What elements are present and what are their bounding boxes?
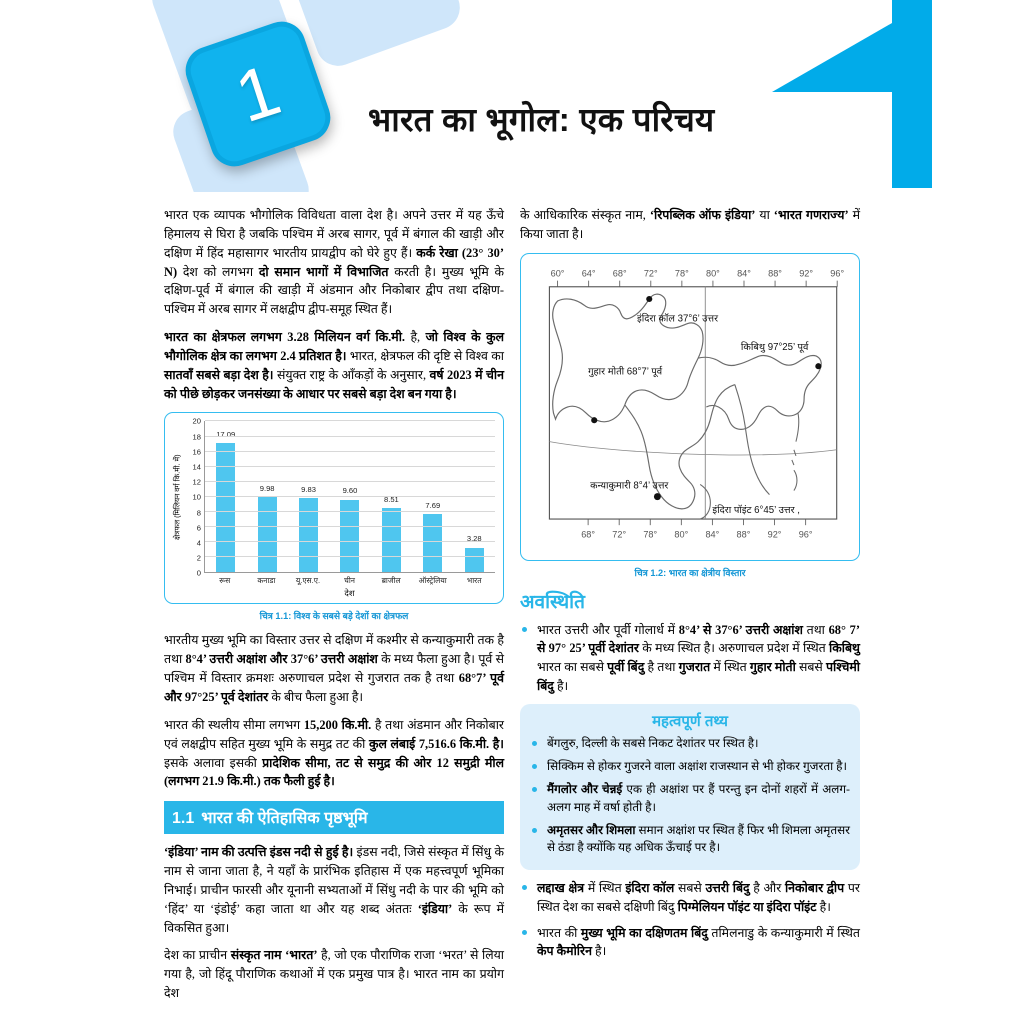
- map-bottom-tick-labels: [581, 519, 813, 539]
- paragraph-bharat-name: देश का प्राचीन संस्कृत नाम ‘भारत’ है, जो एक पौराणिक राजा ‘भरत’ से लिया गया है, जो हिंदू पौराणिक कथाओं में एक प्रमुख पात्र है। भारत नाम का प्रयोग देश: [164, 948, 504, 1001]
- map-bottom-tick: 68°: [581, 529, 596, 540]
- chart-gridline: [205, 541, 495, 542]
- additional-points-list: [520, 879, 860, 960]
- additional-point-bullet: भारत की मुख्य भूमि का दक्षिणतम बिंदु तमिलनाडु के कन्याकुमारी में स्थित केप कैमोरिन है।: [520, 924, 860, 961]
- chart-bar-value: 9.83: [301, 484, 316, 494]
- chart-y-axis: [184, 416, 204, 578]
- chart-bar-group: [412, 421, 453, 572]
- map-point-guhar-moti: [591, 417, 597, 423]
- location-bullet-list: [520, 621, 860, 695]
- page-header: [0, 0, 1024, 192]
- chart-bar-value: 9.60: [342, 486, 358, 496]
- chart-y-tick: 4: [196, 538, 201, 548]
- chapter-number: 1: [226, 49, 290, 139]
- chart-bar-value: 17.09: [216, 429, 236, 439]
- chart-gridline: [205, 420, 495, 421]
- chart-gridline: [205, 496, 495, 497]
- chart-bar-group: [371, 421, 412, 572]
- map-point-indira-col: [646, 296, 652, 302]
- page-title: भारत का भूगोल: एक परिचय: [368, 101, 715, 138]
- map-bottom-tick: 88°: [736, 529, 751, 540]
- chart-plot-area: [204, 421, 495, 573]
- chart-bar-group: [454, 421, 495, 572]
- map-bottom-tick: 78°: [643, 529, 658, 540]
- map-top-tick: 80°: [705, 268, 720, 279]
- figure-1-1-text: विश्व के सबसे बड़े देशों का क्षेत्रफल: [291, 611, 409, 622]
- map-tropic-line: [549, 441, 836, 454]
- map-place-label: कन्याकुमारी 8°4’ उत्तर: [590, 480, 669, 492]
- map-point-kibithu: [815, 363, 821, 369]
- chart-y-tick: 12: [192, 477, 201, 487]
- paragraph-area: भारत का क्षेत्रफल लगभग 3.28 मिलियन वर्ग कि.मी. है, जो विश्व के कुल भौगोलिक क्षेत्र का लगभग 2.4 प्रतिशत है। भारत, क्षेत्रफल की दृष्टि से विश्व का सातवाँ सबसे बड़ा देश है। संयुक्त राष्ट्र के आँकड़ों के अनुसार, वर्ष 2023 में चीन को पीछे छोड़कर जनसंख्या के आधार पर सबसे बड़ा देश बन गया है।: [164, 330, 504, 401]
- map-top-tick: 72°: [643, 268, 658, 279]
- location-bullet: भारत उत्तरी और पूर्वी गोलार्ध में 8°4’ से 37°6’ उत्तरी अक्षांश तथा 68° 7’ से 97° 25’ पूर्वी देशांतर के मध्य स्थित है। अरुणाचल प्रदेश में स्थित किबिथु भारत का सबसे पूर्वी बिंदु है तथा गुजरात में स्थित गुहार मोती सबसे पश्चिमी बिंदु है।: [520, 621, 860, 695]
- paragraph-india-name: ‘इंडिया’ नाम की उत्पत्ति इंडस नदी से हुई है। इंडस नदी, जिसे संस्कृत में सिंधु के नाम से जाना जाता है, ने यहाँ के प्रारंभिक इतिहास में एक महत्त्वपूर्ण भूमिका निभाई। प्राचीन फारसी और यूनानी सभ्यताओं में सिंधु नदी के पार की भूमि को ‘हिंद’ या ‘इंडोई’ कहा जाता था और यह शब्द अंततः ‘इंडिया’ के रूप में विकसित हुआ।: [164, 845, 504, 935]
- map-top-tick: 84°: [737, 268, 751, 279]
- map-bottom-tick: 84°: [705, 529, 720, 540]
- chart-bar-value: 3.28: [466, 534, 482, 544]
- chart-bar-value: 7.69: [425, 500, 441, 510]
- chart-y-tick: 14: [192, 462, 201, 472]
- fact-bullet: मैंगलोर और चेन्नई एक ही अक्षांश पर हैं परन्तु इन दोनों शहरों में अलग-अलग माह में वर्षा होती है।: [530, 781, 850, 817]
- left-column: [164, 206, 504, 1012]
- chart-x-tick: कनाडा: [257, 576, 276, 586]
- fact-bullet: सिक्किम से होकर गुजरने वाला अक्षांश राजस्थान से भी होकर गुजरता है।: [530, 758, 850, 776]
- chart-bar-group: [329, 421, 370, 572]
- important-facts-title: महत्वपूर्ण तथ्य: [652, 713, 728, 731]
- chart-bar-value: 9.98: [259, 483, 275, 493]
- paragraph-intro: भारत एक व्यापक भौगोलिक विविधता वाला देश है। अपने उत्तर में यह ऊँचे हिमालय से घिरा है जबकि पश्चिम में अरब सागर, पूर्व में बंगाल की खाड़ी और दक्षिण में हिंद महासागर भारतीय प्रायद्वीप को घेरे हुए हैं। कर्क रेखा (23° 30’ N) देश को लगभग दो समान भागों में विभाजित करती है। मुख्य भूमि के दक्षिण-पूर्व में बंगाल की खाड़ी में अंडमान और निकोबार द्वीप तथा दक्षिण-पश्चिम में अरब सागर में लक्षद्वीप द्वीप-समूह स्थित हैं।: [164, 208, 504, 317]
- map-top-tick: 60°: [550, 268, 565, 279]
- chart-bar-value: 8.51: [384, 494, 399, 504]
- chart-bars: [205, 421, 495, 572]
- chart-x-tick-labels: [204, 573, 495, 586]
- chart-x-axis-title: देश: [344, 588, 355, 599]
- paragraph-boundary: भारत की स्थलीय सीमा लगभग 15,200 कि.मी. है तथा अंडमान और निकोबार एवं लक्षद्वीप सहित मुख्य भूमि के समुद्र तट की कुल लंबाई 7,516.6 कि.मी. है। इसके अलावा इसकी प्रादेशिक सीमा, तट से समुद्र की ओर 12 समुद्री मील (लगभग 21.9 कि.मी.) तक फैली हुई है।: [164, 717, 504, 789]
- map-andaman-nicobar-outline: [792, 413, 799, 490]
- fact-bullet: बेंगलुरु, दिल्ली के सबसे निकट देशांतर पर स्थित है।: [530, 735, 850, 753]
- chart-x-tick: ब्राजील: [381, 576, 401, 586]
- map-top-tick: 92°: [799, 268, 814, 279]
- chart-gridline: [205, 451, 495, 452]
- chart-x-tick: यू.एस.ए.: [295, 576, 321, 586]
- chart-x-tick: रूस: [219, 576, 231, 586]
- map-place-label: गुहार मोती 68°7’ पूर्व: [588, 366, 663, 378]
- chart-y-axis-title: क्षेत्रफल (मिलियन वर्ग कि.मी. में): [172, 454, 182, 541]
- chart-gridline: [205, 556, 495, 557]
- section-heading-1-1: [164, 801, 504, 834]
- chart-bar-group: [205, 421, 246, 572]
- map-top-tick-labels: [551, 268, 845, 286]
- chart-y-tick: 0: [196, 568, 201, 578]
- map-labels: [588, 312, 809, 516]
- map-northeast-outline: [698, 355, 821, 429]
- chart-y-tick: 20: [192, 416, 201, 426]
- section-title: भारत की ऐतिहासिक पृष्ठभूमि: [201, 810, 368, 828]
- map-top-tick: 78°: [674, 268, 689, 279]
- heading-location: अवस्थिति: [520, 591, 585, 613]
- chart-y-tick: 10: [192, 492, 201, 502]
- chart-y-tick: 18: [192, 432, 201, 442]
- chart-gridline: [205, 436, 495, 437]
- chart-y-tick: 6: [196, 523, 201, 533]
- map-point-kanyakumari: [654, 493, 661, 500]
- chart-gridline: [205, 511, 495, 512]
- chart-area: [171, 416, 495, 578]
- map-place-label: इंदिरा कॉल 37°6’ उत्तर: [637, 313, 719, 325]
- right-column: [520, 206, 860, 968]
- paragraph-extent: भारतीय मुख्य भूमि का विस्तार उत्तर से दक्षिण में कश्मीर से कन्याकुमारी तक है तथा 8°4’ उत्तरी अक्षांश और 37°6’ उत्तरी अक्षांश के मध्य फैला हुआ है। पूर्व से पश्चिम में विस्तार क्रमशः अरुणाचल प्रदेश से गुजरात तक है तथा 68°7’ पूर्व और 97°25’ पूर्व देशांतर के बीच फैला हुआ है।: [164, 633, 504, 704]
- map-bottom-tick: 80°: [674, 529, 689, 540]
- map-top-tick: 68°: [612, 268, 627, 279]
- chart-bar: [423, 514, 442, 572]
- chart-bar: [216, 443, 235, 572]
- figure-1-2-text: भारत का क्षेत्रीय विस्तार: [666, 567, 746, 578]
- map-top-tick: 88°: [768, 268, 782, 279]
- important-facts-list: [530, 735, 850, 857]
- chart-gridline: [205, 526, 495, 527]
- figure-1-2-label: चित्र 1.2:: [634, 567, 667, 578]
- chart-bar-group: [246, 421, 287, 572]
- figure-1-1-label: चित्र 1.1:: [259, 611, 292, 622]
- paragraph-official-name: के आधिकारिक संस्कृत नाम, ‘रिपब्लिक ऑफ इंडिया’ या ‘भारत गणराज्य’ में किया जाता है।: [520, 208, 860, 241]
- figure-bar-chart: [164, 412, 504, 604]
- chart-gridline: [205, 481, 495, 482]
- chart-y-tick: 16: [192, 447, 201, 457]
- chart-x-tick: ऑस्ट्रेलिया: [418, 576, 447, 586]
- chart-y-tick: 2: [196, 553, 201, 563]
- chart-y-tick: 8: [196, 508, 201, 518]
- figure-1-1-caption: [164, 609, 504, 622]
- chart-x-tick: भारत: [466, 576, 482, 586]
- figure-1-2-caption: [520, 566, 860, 579]
- figure-india-map: [520, 253, 860, 561]
- chart-x-tick: चीन: [344, 576, 356, 586]
- additional-point-bullet: लद्दाख क्षेत्र में स्थित इंदिरा कॉल सबसे उत्तरी बिंदु है और निकोबार द्वीप पर स्थित देश का सबसे दक्षिणी बिंदु पिग्मेलियन पॉइंट या इंदिरा पॉइंट है।: [520, 879, 860, 916]
- map-top-tick: 64°: [581, 268, 596, 279]
- chart-gridline: [205, 466, 495, 467]
- chart-bar: [258, 497, 277, 572]
- chart-bar: [299, 498, 318, 572]
- fact-bullet: अमृतसर और शिमला समान अक्षांश पर स्थित हैं फिर भी शिमला अमृतसर से ठंडा है क्योंकि यह अधिक ऊँचाई पर है।: [530, 822, 850, 858]
- map-place-label: किबिथु 97°25’ पूर्व: [740, 341, 809, 353]
- map-top-tick: 96°: [830, 268, 845, 279]
- india-map-svg: [527, 260, 853, 556]
- chart-bar: [465, 548, 484, 573]
- map-bottom-tick: 72°: [612, 529, 627, 540]
- important-facts-box: [520, 704, 860, 870]
- map-east-coast-outline: [735, 384, 770, 494]
- map-place-label: इंदिरा पॉइंट 6°45’ उत्तर ,: [712, 504, 800, 516]
- map-bottom-tick: 96°: [798, 529, 813, 540]
- header-decor-bar: [892, 0, 932, 188]
- map-bottom-tick: 92°: [767, 529, 782, 540]
- chart-bar-group: [288, 421, 329, 572]
- section-number: 1.1: [172, 810, 195, 828]
